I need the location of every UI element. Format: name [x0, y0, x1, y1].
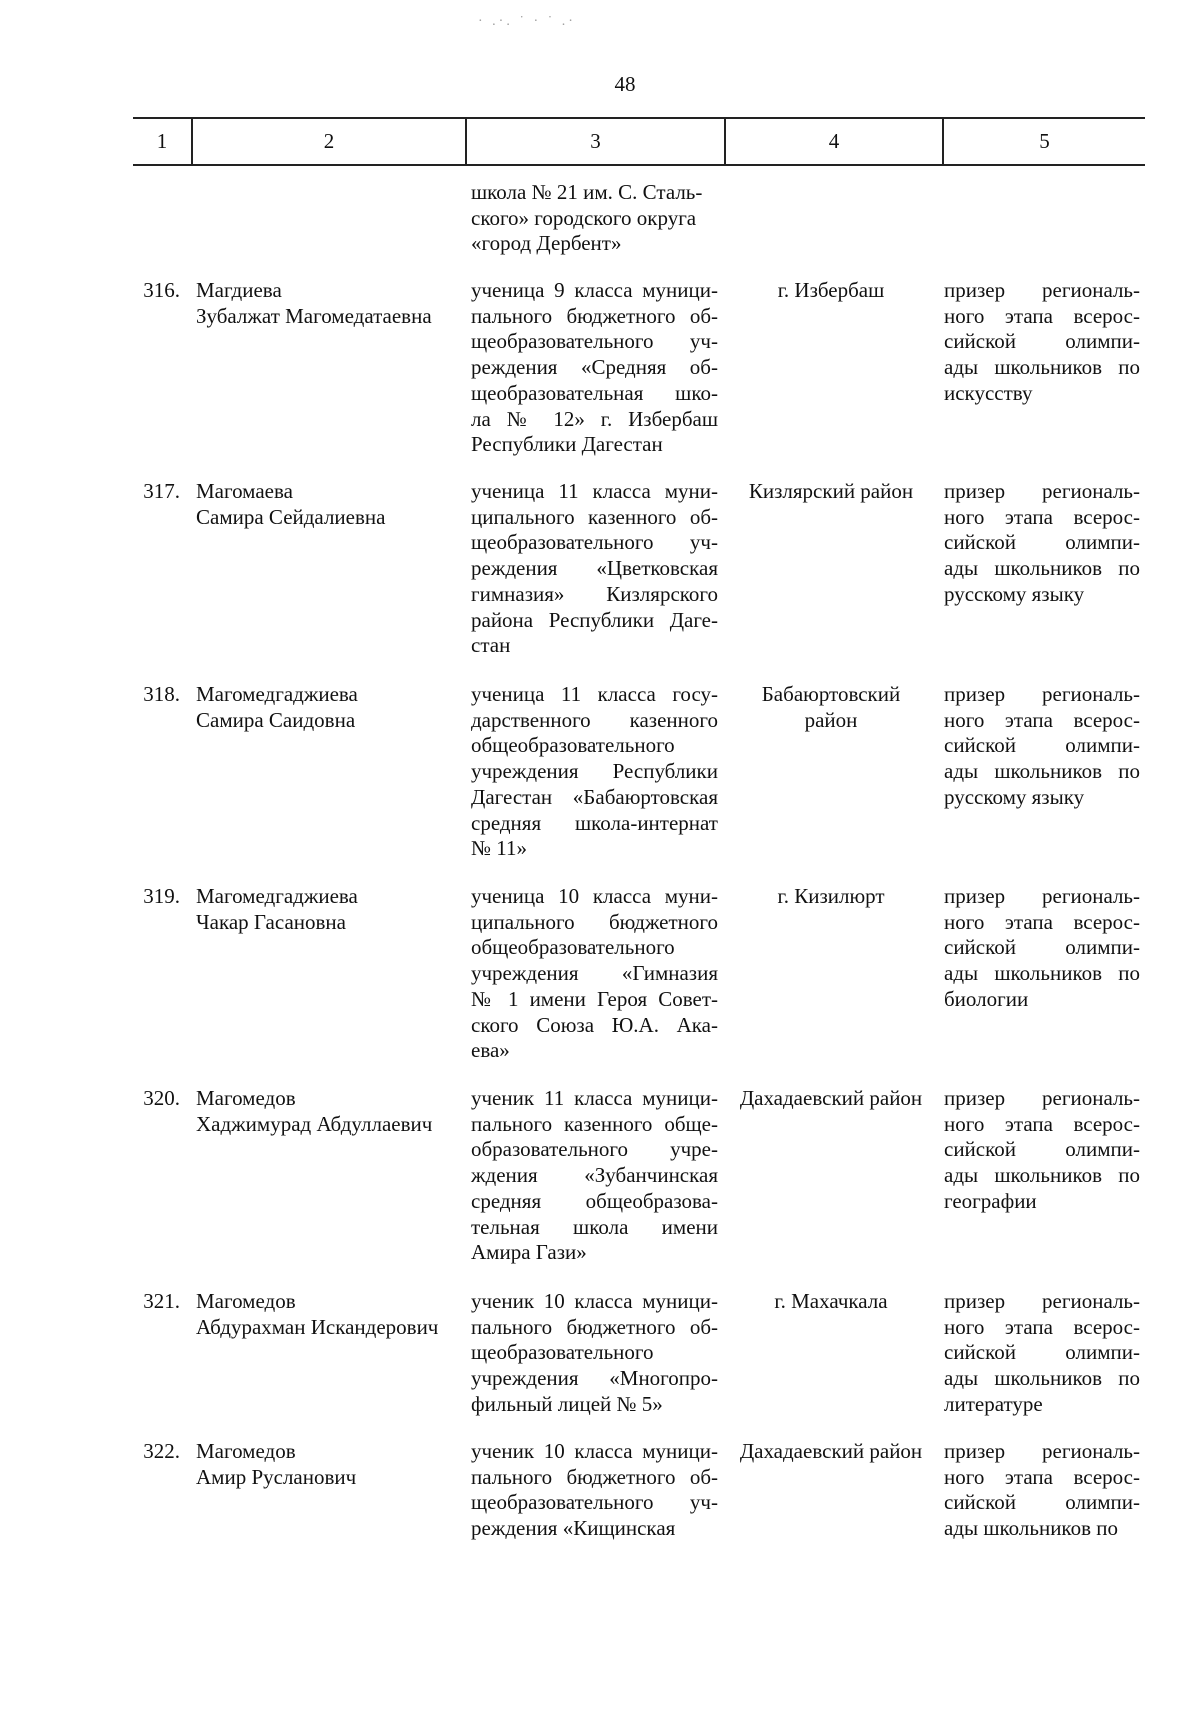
text-line: общеобразовательного	[471, 935, 675, 960]
text-line: сийской олимпи-	[944, 530, 1140, 555]
text-line: ципального бюджетного	[471, 909, 718, 934]
text-line: ады школьников по	[944, 1366, 1140, 1391]
text-line: ады школьников по	[944, 556, 1140, 581]
text-line: средняя общеобразова-	[471, 1188, 718, 1213]
text-line: щеобразовательного уч-	[471, 329, 718, 354]
text-line: Амир Русланович	[196, 1464, 357, 1489]
award-status	[944, 1439, 1140, 1542]
text-line: призер региональ-	[944, 682, 1140, 706]
text-line: пального бюджетного об-	[471, 1464, 718, 1489]
text-line: призер региональ-	[944, 479, 1140, 503]
entry-number: 316.	[143, 278, 180, 302]
text-line: ного этапа всерос-	[944, 909, 1140, 934]
municipality	[726, 278, 936, 304]
text-line: литературе	[944, 1391, 1043, 1416]
table-header	[133, 117, 1145, 166]
text-line: реждения «Кищинская	[471, 1516, 676, 1541]
text-line: района Республики Даге-	[471, 607, 718, 632]
text-line: щеобразовательного	[471, 1340, 654, 1365]
text-line: стан	[471, 633, 511, 658]
text-line: учреждения Республики	[471, 759, 718, 784]
text-line: реждения «Средняя об-	[471, 355, 718, 380]
text-line: ученица 11 класса муни-	[471, 479, 718, 503]
municipality	[726, 1086, 936, 1112]
text-line: ады школьников по	[944, 759, 1140, 784]
header-col-5: 5	[942, 119, 1145, 164]
municipality	[726, 1289, 936, 1315]
award-status	[944, 884, 1140, 1013]
text-line: призер региональ-	[944, 1439, 1140, 1463]
text-line: ждения «Зубанчинская	[471, 1163, 718, 1188]
institution	[471, 1439, 718, 1542]
header-col-4: 4	[724, 119, 942, 164]
text-line: ла № 12» г. Избербаш	[471, 406, 718, 431]
text-line: сийской олимпи-	[944, 329, 1140, 354]
institution	[471, 479, 718, 659]
entry-number: 317.	[143, 479, 180, 503]
text-line: Магомедгаджиева	[196, 682, 358, 706]
text-line: Кизлярский район	[748, 479, 914, 503]
text-line: ского» городского округа	[471, 205, 697, 230]
text-line: ученица 10 класса муни-	[471, 884, 718, 908]
text-line: призер региональ-	[944, 278, 1140, 302]
institution	[471, 1289, 718, 1418]
text-line: тельная школа имени	[471, 1214, 718, 1239]
text-line: Дахадаевский район	[739, 1086, 923, 1110]
text-line: сийской олимпи-	[944, 935, 1140, 960]
text-line: г. Кизилюрт	[777, 884, 885, 908]
text-line: ады школьников по	[944, 1516, 1118, 1541]
text-line: ского Союза Ю.А. Ака-	[471, 1012, 718, 1037]
text-line: Бабаюртовский	[761, 682, 901, 706]
municipality	[726, 1439, 936, 1465]
text-line: сийской олимпи-	[944, 1137, 1140, 1162]
text-line: щеобразовательного уч-	[471, 530, 718, 555]
text-line: географии	[944, 1188, 1037, 1213]
municipality	[726, 884, 936, 910]
text-line: ады школьников по	[944, 355, 1140, 380]
text-line: Абдурахман Искандерович	[196, 1314, 439, 1339]
text-line: Самира Саидовна	[196, 707, 356, 732]
text-line: фильный лицей № 5»	[471, 1391, 663, 1416]
municipality	[726, 479, 936, 505]
student-name	[196, 884, 461, 935]
text-line: щеобразовательная шко-	[471, 380, 718, 405]
text-line: ного этапа всерос-	[944, 1314, 1140, 1339]
award-status	[944, 278, 1140, 407]
text-line: ного этапа всерос-	[944, 504, 1140, 529]
text-line: ученик 10 класса муници-	[471, 1439, 718, 1463]
text-line: ученица 9 класса муници-	[471, 278, 718, 302]
text-line: Магомаева	[196, 479, 293, 503]
text-line: ного этапа всерос-	[944, 303, 1140, 328]
institution	[471, 884, 718, 1064]
text-line: Республики Дагестан	[471, 432, 663, 457]
entry-number: 320.	[143, 1086, 180, 1110]
text-line: ученик 11 класса муници-	[471, 1086, 718, 1110]
text-line: учреждения «Многопро-	[471, 1366, 718, 1391]
header-col-1: 1	[156, 129, 168, 153]
text-line: сийской олимпи-	[944, 1340, 1140, 1365]
text-line: Магдиева	[196, 278, 282, 302]
text-line: Магомедов	[196, 1086, 296, 1110]
text-line: пального бюджетного об-	[471, 1314, 718, 1339]
text-line: учреждения «Гимназия	[471, 961, 718, 986]
text-line: русскому языку	[944, 784, 1085, 809]
student-name	[196, 479, 461, 530]
text-line: призер региональ-	[944, 1086, 1140, 1110]
text-line: ного этапа всерос-	[944, 1111, 1140, 1136]
entry-number: 318.	[143, 682, 180, 706]
text-line: Амира Гази»	[471, 1240, 587, 1265]
text-line: общеобразовательного	[471, 733, 675, 758]
text-line: ципального казенного об-	[471, 504, 718, 529]
text-line: щеобразовательного уч-	[471, 1490, 718, 1515]
text-line: ного этапа всерос-	[944, 1464, 1140, 1489]
text-line: Магомедов	[196, 1439, 296, 1463]
text-line: ученик 10 класса муници-	[471, 1289, 718, 1313]
municipality	[726, 682, 936, 733]
institution	[471, 278, 718, 458]
text-line: дарственного казенного	[471, 707, 718, 732]
text-line: призер региональ-	[944, 884, 1140, 908]
text-line: сийской олимпи-	[944, 1490, 1140, 1515]
text-line: пального бюджетного об-	[471, 303, 718, 328]
text-line: г. Махачкала	[774, 1289, 888, 1313]
institution	[471, 1086, 718, 1266]
text-line: район	[804, 707, 858, 732]
text-line: Чакар Гасановна	[196, 909, 346, 934]
text-line: Самира Сейдалиевна	[196, 504, 386, 529]
award-status	[944, 1289, 1140, 1418]
student-name	[196, 1289, 461, 1340]
text-line: ного этапа всерос-	[944, 707, 1140, 732]
text-line: биологии	[944, 986, 1029, 1011]
text-line: гимназия» Кизлярского	[471, 581, 718, 606]
text-line: сийской олимпи-	[944, 733, 1140, 758]
text-line: ады школьников по	[944, 961, 1140, 986]
text-line: русскому языку	[944, 581, 1085, 606]
continuation-institution	[471, 180, 718, 257]
text-line: Дагестан «Бабаюртовская	[471, 784, 718, 809]
header-col-2: 2	[191, 119, 465, 164]
text-line: образовательного учре-	[471, 1137, 718, 1162]
text-line: Зубалжат Магомедатаевна	[196, 303, 432, 328]
text-line: № 1 имени Героя Совет-	[471, 986, 718, 1011]
page-number: 48	[614, 72, 636, 96]
text-line: пального казенного обще-	[471, 1111, 718, 1136]
text-line: средняя школа-интернат	[471, 810, 718, 835]
entry-number: 319.	[143, 884, 180, 908]
text-line: призер региональ-	[944, 1289, 1140, 1313]
award-status	[944, 1086, 1140, 1215]
student-name	[196, 1439, 461, 1490]
text-line: Магомедов	[196, 1289, 296, 1313]
text-line: ады школьников по	[944, 1163, 1140, 1188]
text-line: Магомедгаджиева	[196, 884, 358, 908]
text-line: г. Избербаш	[777, 278, 885, 302]
text-line: Хаджимурад Абдуллаевич	[196, 1111, 433, 1136]
entry-number: 322.	[143, 1439, 180, 1463]
text-line: искусству	[944, 380, 1033, 405]
text-line: ученица 11 класса госу-	[471, 682, 718, 706]
scan-noise: · .·. ˙ · ˙ .·	[478, 14, 576, 29]
award-status	[944, 479, 1140, 608]
header-col-3: 3	[465, 119, 724, 164]
institution	[471, 682, 718, 862]
text-line: ева»	[471, 1038, 510, 1063]
text-line: «город Дербент»	[471, 231, 622, 256]
award-status	[944, 682, 1140, 811]
text-line: № 11»	[471, 836, 528, 861]
student-name	[196, 278, 461, 329]
text-line: Дахадаевский район	[739, 1439, 923, 1463]
entry-number: 321.	[143, 1289, 180, 1313]
text-line: реждения «Цветковская	[471, 556, 718, 581]
text-line: школа № 21 им. С. Сталь-	[471, 180, 703, 204]
student-name	[196, 682, 461, 733]
student-name	[196, 1086, 461, 1137]
